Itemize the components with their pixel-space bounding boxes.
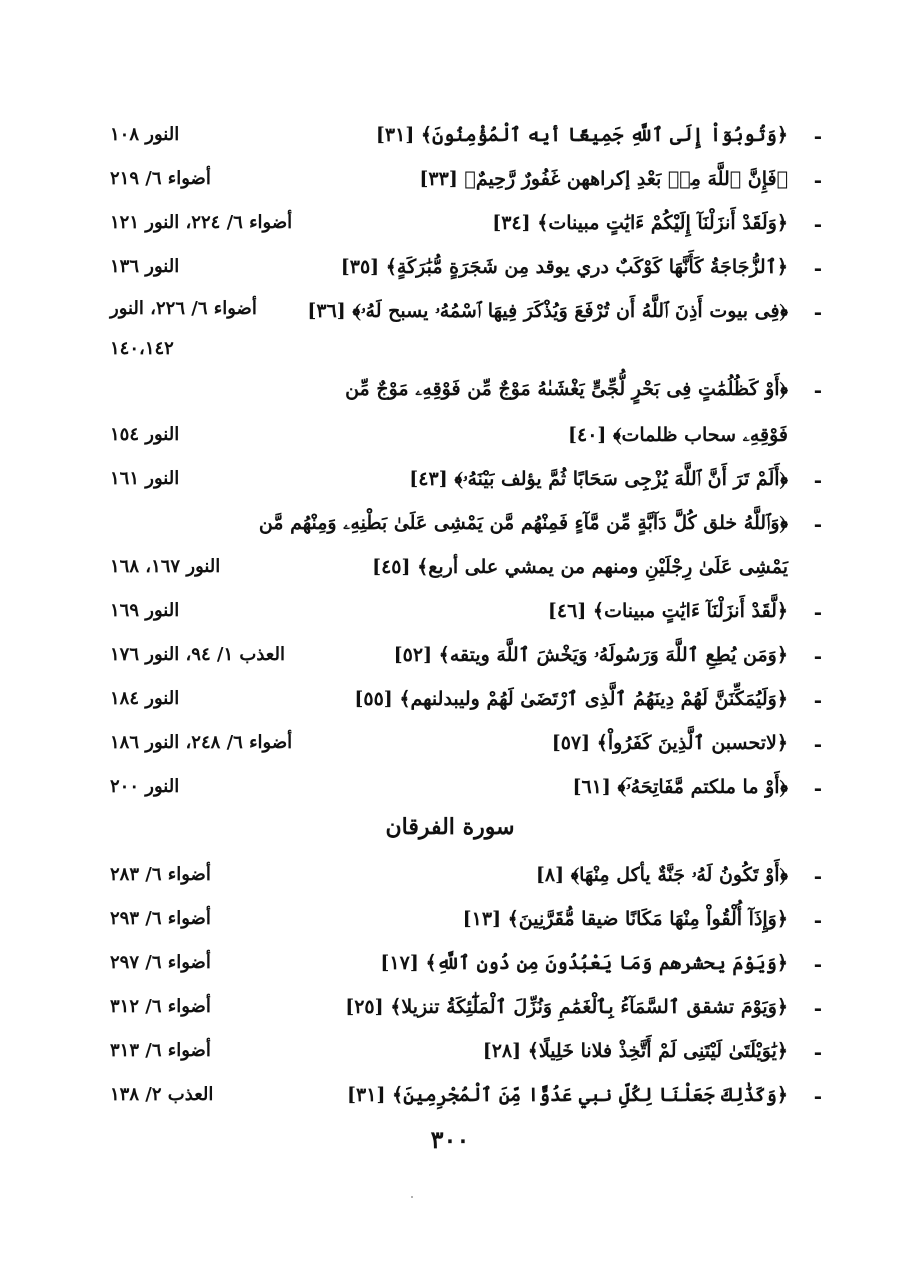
- reference-continuation: ١٤٠،١٤٢: [110, 338, 174, 359]
- entry-dash: -: [813, 688, 822, 712]
- page-number: ٣٠٠: [430, 1125, 470, 1154]
- entry-dash: -: [813, 732, 822, 756]
- reference: النور ٢٠٠: [110, 776, 180, 797]
- index-entry: [110, 372, 822, 412]
- index-entry: [110, 250, 822, 290]
- index-entry: [110, 1078, 822, 1118]
- index-entry: [110, 638, 822, 678]
- reference: العذب ٢/ ١٣٨: [110, 1084, 214, 1105]
- index-entry: [110, 206, 822, 246]
- entry-dash: -: [813, 776, 822, 800]
- index-entry: [110, 770, 822, 810]
- entry-dash: -: [813, 952, 822, 976]
- index-entry: [110, 946, 822, 986]
- reference: النور ١٣٦: [110, 256, 180, 277]
- entry-dash: -: [813, 644, 822, 668]
- index-entry: [110, 462, 822, 502]
- reference: العذب ١/ ٩٤، النور ١٧٦: [110, 644, 285, 665]
- index-entry: [110, 990, 822, 1030]
- verse-text: ﴿أَوْ كَظُلُمَٰتٍ فِى بَحْرٍ لُّجِّىٍّ يَغْشَىٰهُ مَوْجٌ مِّن فَوْقِهِۦ مَوْجٌ مِّن: [345, 378, 788, 400]
- index-entry: [110, 858, 822, 898]
- reference: أضواء ٦/ ٣١٣: [110, 1040, 211, 1061]
- index-entry: [110, 902, 822, 942]
- verse-continuation: فَوْقِهِۦ سحاب ظلمات﴾ [٤٠]: [568, 424, 788, 446]
- entry-dash: -: [813, 256, 822, 280]
- entry-dash: -: [813, 996, 822, 1020]
- verse-text: ﴿فَإِنَّ ٱللَّهَ مِنۢ بَعْدِ إكراههن غَفُورٌ رَّحِيمٌ﴾ [٣٣]: [419, 168, 788, 190]
- entry-dash: -: [813, 1040, 822, 1064]
- reference: أضواء ٦/ ٢٢٤، النور ١٢١: [110, 212, 293, 233]
- reference: النور ١٥٤: [110, 424, 180, 445]
- verse-text: ﴿يَٰوَيْلَتَىٰ لَيْتَنِى لَمْ أَتَّخِذْ فلانا خَلِيلًا﴾ [٢٨]: [482, 1040, 788, 1062]
- reference: أضواء ٦/ ٢٨٣: [110, 864, 211, 885]
- reference: النور ١٦١: [110, 468, 180, 489]
- verse-text: ﴿وَإِذَآ أُلْقُواْ مِنْهَا مَكَانًا ضيقا مُّقَرَّنِينَ﴾ [١٣]: [462, 908, 788, 930]
- index-entry: [110, 594, 822, 634]
- index-entry: [110, 682, 822, 722]
- reference: النور ١٦٩: [110, 600, 180, 621]
- entry-dash: -: [813, 300, 822, 324]
- verse-text: ﴿أَوْ ما ملكتم مَّفَاتِحَهُۥٓ﴾ [٦١]: [572, 776, 788, 798]
- verse-text: ﴿لاتحسبن ٱلَّذِينَ كَفَرُواْ﴾ [٥٧]: [551, 732, 788, 754]
- entry-dash: -: [813, 168, 822, 192]
- reference: أضواء ٦/ ٢٩٣: [110, 908, 211, 929]
- index-entry-continuation: [110, 418, 822, 458]
- entry-dash: -: [813, 468, 822, 492]
- reference: أضواء ٦/ ٢٤٨، النور ١٨٦: [110, 732, 293, 753]
- reference: أضواء ٦/ ٢٢٦، النور: [110, 298, 257, 319]
- verse-text: ﴿لَّقَدْ أَنزَلْنَآ ءَايَٰتٍ مبينات﴾ [٤٦]: [547, 600, 788, 622]
- entry-dash: -: [813, 212, 822, 236]
- entry-dash: -: [813, 378, 822, 402]
- index-entry: [110, 294, 822, 334]
- verse-text: ﴿وَيَوْمَ تشقق ٱلسَّمَآءُ بِٱلْغَمَٰمِ وَنُزِّلَ ٱلْمَلَٰٓئِكَةُ تنزيلا﴾ [٢٥]: [345, 996, 788, 1018]
- verse-continuation: يَمْشِى عَلَىٰ رِجْلَيْنِ ومنهم من يمشي على أربع﴾ [٤٥]: [372, 556, 788, 578]
- reference: أضواء ٦/ ٢١٩: [110, 168, 211, 189]
- entry-dash: -: [813, 864, 822, 888]
- index-entry: [110, 162, 822, 202]
- reference: النور ١٦٧، ١٦٨: [110, 556, 221, 577]
- entry-dash: -: [813, 600, 822, 624]
- verse-text: ﴿وَيَوْمَ يحشرهم وَمَا يَعْبُدُونَ مِن دُونِ ٱللَّهِ﴾ [١٧]: [380, 952, 788, 974]
- entry-dash: -: [813, 512, 822, 536]
- index-entry: [110, 118, 822, 158]
- entry-dash: -: [813, 1084, 822, 1108]
- entry-dash: -: [813, 908, 822, 932]
- reference: النور ١٨٤: [110, 688, 180, 709]
- index-entry-continuation: [110, 550, 822, 590]
- verse-text: ﴿فِى بيوت أَذِنَ ٱللَّهُ أَن تُرْفَعَ وَيُذْكَرَ فِيهَا ٱسْمُهُۥ يسبح لَهُۥ﴾ [٣٦]: [307, 300, 788, 322]
- verse-text: ﴿أَلَمْ تَرَ أَنَّ ٱللَّهَ يُزْجِى سَحَابًا ثُمَّ يؤلف بَيْنَهُۥ﴾ [٤٣]: [409, 468, 788, 490]
- verse-text: ﴿وَلَقَدْ أَنزَلْنَآ إِلَيْكُمْ ءَايَٰتٍ مبينات﴾ [٣٤]: [492, 212, 788, 234]
- scan-speck: [411, 1196, 413, 1198]
- reference-continuation-row: [110, 332, 822, 372]
- reference: النور ١٠٨: [110, 124, 180, 145]
- reference: أضواء ٦/ ٢٩٧: [110, 952, 211, 973]
- index-entry: [110, 1034, 822, 1074]
- surah-heading: سورة الفرقان: [385, 814, 515, 840]
- reference: أضواء ٦/ ٣١٢: [110, 996, 211, 1017]
- verse-text: ﴿أَوْ تَكُونُ لَهُۥ جَنَّةٌ يأكل مِنْهَا﴾ [٨]: [535, 864, 788, 886]
- verse-text: ﴿وَكَذَٰلِكَ جَعَلْنَا لِكُلِّ نبي عَدُوًّا مِّنَ ٱلْمُجْرِمِينَ﴾ [٣١]: [347, 1084, 788, 1106]
- verse-text: ﴿وَمَن يُطِعِ ٱللَّهَ وَرَسُولَهُۥ وَيَخْشَ ٱللَّهَ ويتقه﴾ [٥٢]: [393, 644, 788, 666]
- index-entry: [110, 726, 822, 766]
- entry-dash: -: [813, 124, 822, 148]
- index-entry: [110, 506, 822, 546]
- verse-text: ﴿وَلَيُمَكِّنَنَّ لَهُمْ دِينَهُمُ ٱلَّذِى ٱرْتَضَىٰ لَهُمْ وليبدلنهم﴾ [٥٥]: [354, 688, 788, 710]
- verse-text: ﴿وَٱللَّهُ خلق كُلَّ دَآبَّةٍ مِّن مَّآءٍ فَمِنْهُم مَّن يَمْشِى عَلَىٰ بَطْنِهِۦ وَمِنْهُم مَّن: [258, 512, 788, 534]
- verse-text: ﴿وَتُوبُوٓاْ إِلَى ٱللَّهِ جَمِيعًا أيه ٱلْمُؤْمِنُونَ﴾ [٣١]: [375, 124, 788, 146]
- verse-text: ﴿ٱلزُّجَاجَةُ كَأَنَّهَا كَوْكَبٌ دري يوقد مِن شَجَرَةٍ مُّبَٰرَكَةٍ﴾ [٣٥]: [340, 256, 788, 278]
